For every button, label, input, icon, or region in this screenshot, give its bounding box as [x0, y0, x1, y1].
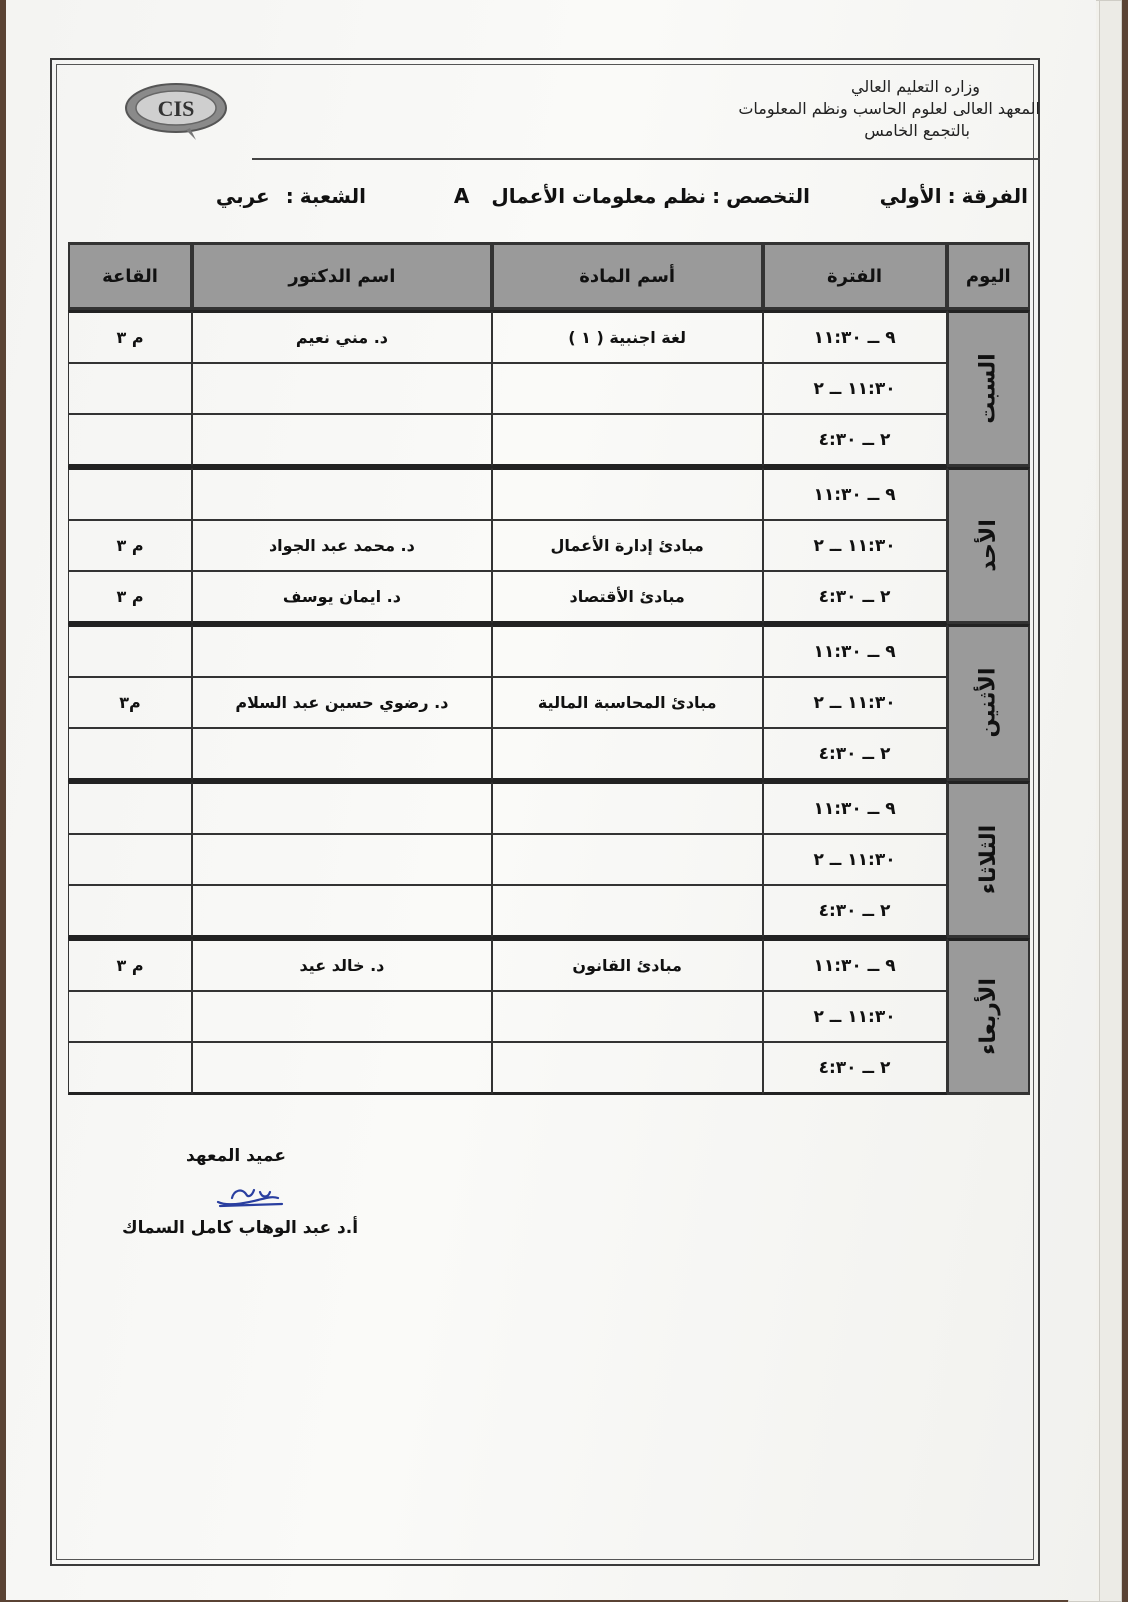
table-row	[68, 414, 1030, 467]
room-cell: م ٣	[68, 938, 192, 991]
period-cell: ٢ ــ ٤:٣٠	[763, 414, 947, 467]
room-cell: م ٣	[68, 571, 192, 624]
period-cell: ٢ ــ ٤:٣٠	[763, 571, 947, 624]
institute-header	[620, 76, 1040, 142]
doctor-cell	[192, 728, 492, 781]
table-row	[68, 991, 1030, 1042]
doctor-cell	[192, 624, 492, 677]
major-info: التخصص:نظم معلومات الأعمالA	[453, 184, 810, 208]
subject-cell	[492, 467, 763, 520]
subject-cell: مبادئ الأقتصاد	[492, 571, 763, 624]
header-doctor: اسم الدكتور	[192, 242, 492, 310]
year-value: الأولي	[879, 184, 942, 208]
table-row	[68, 885, 1030, 938]
room-cell	[68, 467, 192, 520]
subject-cell	[492, 1042, 763, 1095]
signature-icon	[212, 1176, 292, 1210]
header-day: اليوم	[947, 242, 1030, 310]
table-row	[68, 310, 1030, 363]
doctor-cell: د. ايمان يوسف	[192, 571, 492, 624]
day-cell-sunday: الأحد	[947, 467, 1030, 624]
subject-cell	[492, 624, 763, 677]
header-room: القاعة	[68, 242, 192, 310]
day-cell-wednesday: الأربعاء	[947, 938, 1030, 1095]
day-cell-tuesday: الثلاثاء	[947, 781, 1030, 938]
room-cell: م٣	[68, 677, 192, 728]
year-info: الفرقة:الأولي	[879, 184, 1028, 208]
room-cell: م ٣	[68, 520, 192, 571]
institute-logo-icon	[124, 82, 232, 142]
dean-title: عميد المعهد	[186, 1146, 286, 1166]
period-cell: ١١:٣٠ ــ ٢	[763, 520, 947, 571]
subject-cell	[492, 834, 763, 885]
doctor-cell	[192, 414, 492, 467]
doctor-cell	[192, 467, 492, 520]
doctor-cell: د. خالد عيد	[192, 938, 492, 991]
header-period: الفترة	[763, 242, 947, 310]
table-row	[68, 834, 1030, 885]
period-cell: ١١:٣٠ ــ ٢	[763, 991, 947, 1042]
subject-cell	[492, 885, 763, 938]
subject-cell: لغة اجنبية ( ١ )	[492, 310, 763, 363]
table-row	[68, 520, 1030, 571]
doctor-cell: د. رضوي حسين عبد السلام	[192, 677, 492, 728]
subject-cell: مبادئ إدارة الأعمال	[492, 520, 763, 571]
table-row	[68, 624, 1030, 677]
header-subject: أسم المادة	[492, 242, 763, 310]
doctor-cell: د. محمد عبد الجواد	[192, 520, 492, 571]
table-row	[68, 781, 1030, 834]
doctor-cell	[192, 834, 492, 885]
room-cell	[68, 991, 192, 1042]
subject-cell	[492, 991, 763, 1042]
room-cell	[68, 781, 192, 834]
room-cell	[68, 363, 192, 414]
subject-cell: مبادئ المحاسبة المالية	[492, 677, 763, 728]
subject-cell: مبادئ القانون	[492, 938, 763, 991]
period-cell: ٩ ــ ١١:٣٠	[763, 310, 947, 363]
table-row	[68, 1042, 1030, 1095]
header-divider	[252, 158, 1040, 160]
room-cell	[68, 885, 192, 938]
doctor-cell	[192, 885, 492, 938]
division-value: عربي	[215, 184, 270, 208]
major-label: التخصص	[726, 184, 810, 208]
room-cell	[68, 834, 192, 885]
table-row	[68, 728, 1030, 781]
table-row	[68, 938, 1030, 991]
room-cell	[68, 414, 192, 467]
subject-cell	[492, 781, 763, 834]
period-cell: ١١:٣٠ ــ ٢	[763, 677, 947, 728]
room-cell	[68, 1042, 192, 1095]
doctor-cell	[192, 1042, 492, 1095]
dean-name: أ.د عبد الوهاب كامل السماك	[122, 1218, 359, 1238]
room-cell	[68, 728, 192, 781]
doctor-cell	[192, 363, 492, 414]
period-cell: ١١:٣٠ ــ ٢	[763, 834, 947, 885]
doctor-cell	[192, 991, 492, 1042]
logo-text: CIS	[157, 96, 195, 121]
period-cell: ٩ ــ ١١:٣٠	[763, 781, 947, 834]
table-header-row	[68, 242, 1030, 310]
table-row	[68, 677, 1030, 728]
division-label: الشعبة	[299, 184, 366, 208]
day-cell-monday: الأثنين	[947, 624, 1030, 781]
day-cell-saturday: السبت	[947, 310, 1030, 467]
subject-cell	[492, 728, 763, 781]
table-row	[68, 571, 1030, 624]
subject-cell	[492, 363, 763, 414]
institute-name: المعهد العالى لعلوم الحاسب ونظم المعلومات	[738, 99, 1040, 118]
schedule-table	[68, 242, 1030, 1095]
room-cell	[68, 624, 192, 677]
ministry-name: وزاره التعليم العالي	[851, 77, 980, 96]
subject-cell	[492, 414, 763, 467]
period-cell: ٢ ــ ٤:٣٠	[763, 885, 947, 938]
year-label: الفرقة	[961, 184, 1028, 208]
doctor-cell	[192, 781, 492, 834]
period-cell: ٩ ــ ١١:٣٠	[763, 624, 947, 677]
division-info: الشعبة:عربي	[215, 184, 366, 208]
period-cell: ٩ ــ ١١:٣٠	[763, 467, 947, 520]
period-cell: ٩ ــ ١١:٣٠	[763, 938, 947, 991]
institute-location: بالتجمع الخامس	[864, 121, 970, 140]
doctor-cell: د. مني نعيم	[192, 310, 492, 363]
table-row	[68, 363, 1030, 414]
room-cell: م ٣	[68, 310, 192, 363]
group-code: A	[453, 184, 470, 208]
major-value: نظم معلومات الأعمال	[491, 184, 707, 208]
table-row	[68, 467, 1030, 520]
period-cell: ٢ ــ ٤:٣٠	[763, 728, 947, 781]
period-cell: ٢ ــ ٤:٣٠	[763, 1042, 947, 1095]
period-cell: ١١:٣٠ ــ ٢	[763, 363, 947, 414]
